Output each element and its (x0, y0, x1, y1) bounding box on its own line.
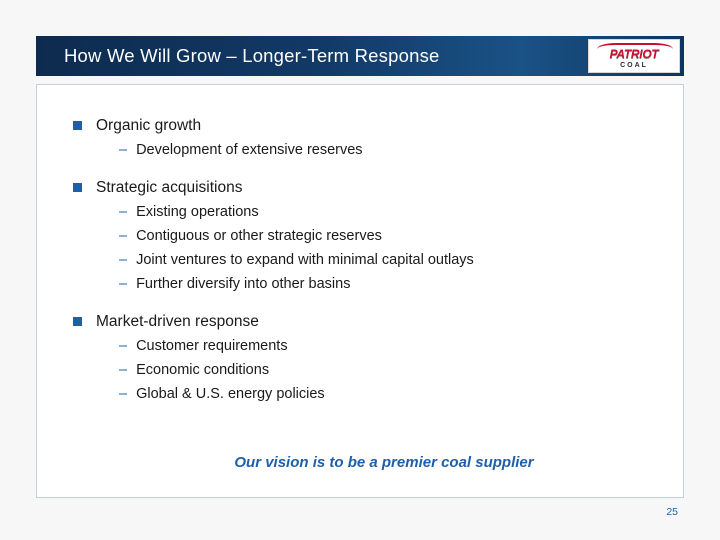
slide-body-panel (36, 84, 684, 498)
square-bullet-icon (73, 121, 82, 130)
bullet-item-level1 (73, 311, 653, 332)
bullet-item-level1 (73, 115, 653, 136)
bullet-sublabel: Joint ventures to expand with minimal capital outlays (136, 252, 474, 268)
page-title: How We Will Grow – Longer-Term Response (64, 45, 440, 66)
bullet-item-level2 (119, 202, 653, 222)
bullet-label: Market-driven response (96, 313, 259, 330)
bullet-item-level2 (119, 360, 653, 380)
bullet-item-level2 (119, 226, 653, 246)
page-number: 25 (666, 506, 678, 518)
bullet-label: Organic growth (96, 117, 202, 134)
bullet-sublabel: Global & U.S. energy policies (136, 386, 325, 402)
bullet-item-level2 (119, 336, 653, 356)
bullet-sublabel: Development of extensive reserves (136, 142, 363, 158)
bullet-group (73, 115, 653, 160)
dash-bullet-icon: – (119, 142, 128, 158)
bullet-item-level2 (119, 274, 653, 294)
bullet-sublabel: Existing operations (136, 204, 259, 220)
bullet-sublabel: Customer requirements (136, 338, 288, 354)
bullet-item-level2 (119, 140, 653, 160)
dash-bullet-icon: – (119, 252, 128, 268)
dash-bullet-icon: – (119, 204, 128, 220)
patriot-coal-logo (588, 39, 680, 73)
bullet-label: Strategic acquisitions (96, 179, 243, 196)
square-bullet-icon (73, 183, 82, 192)
logo-subtitle: COAL (620, 62, 648, 69)
bullet-list (73, 115, 653, 421)
square-bullet-icon (73, 317, 82, 326)
bullet-group (73, 177, 653, 294)
bullet-sublabel: Economic conditions (136, 362, 270, 378)
dash-bullet-icon: – (119, 338, 128, 354)
slide-title-bar (36, 36, 684, 76)
dash-bullet-icon: – (119, 386, 128, 402)
slide-tagline: Our vision is to be a premier coal supplier (234, 454, 534, 471)
bullet-item-level1 (73, 177, 653, 198)
bullet-item-level2 (119, 250, 653, 270)
logo-swoosh-icon (597, 43, 673, 55)
bullet-group (73, 311, 653, 404)
dash-bullet-icon: – (119, 276, 128, 292)
bullet-sublabel: Further diversify into other basins (136, 276, 351, 292)
bullet-sublabel: Contiguous or other strategic reserves (136, 228, 382, 244)
bullet-item-level2 (119, 384, 653, 404)
logo-wordmark: PATRIOT (609, 47, 659, 61)
dash-bullet-icon: – (119, 228, 128, 244)
dash-bullet-icon: – (119, 362, 128, 378)
